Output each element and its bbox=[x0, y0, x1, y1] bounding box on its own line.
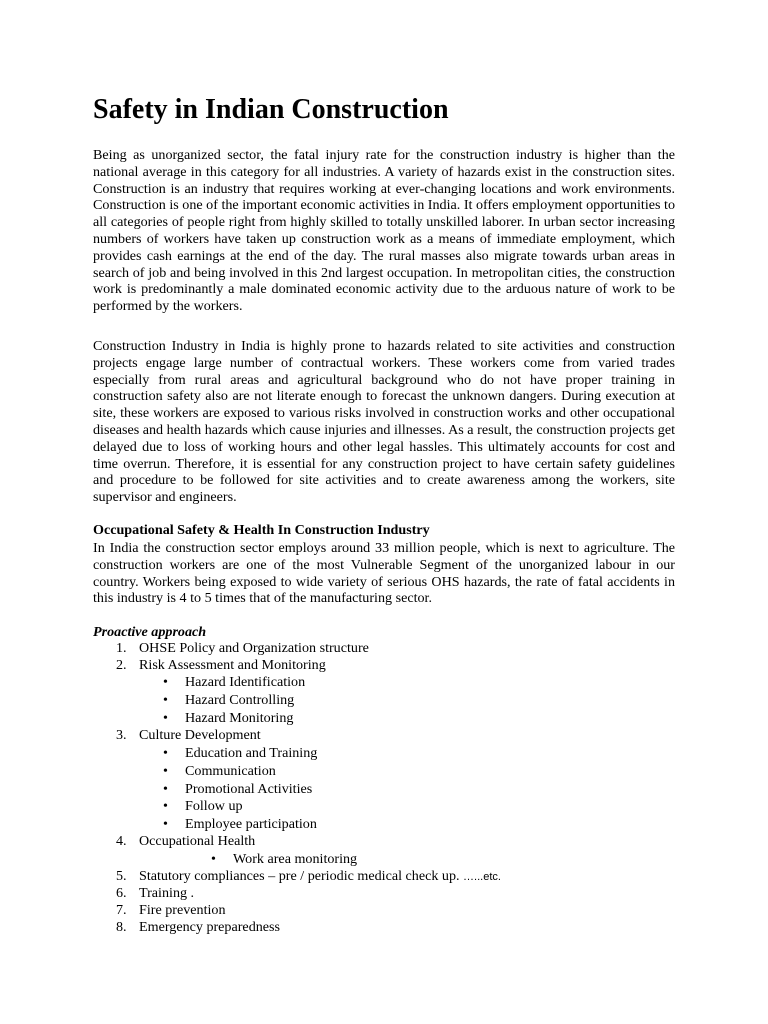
list-number: 2. bbox=[116, 657, 127, 673]
list-text: Risk Assessment and Monitoring bbox=[139, 657, 326, 673]
bullet-text: Hazard Monitoring bbox=[185, 710, 294, 726]
list-number: 1. bbox=[116, 640, 127, 656]
bullet-icon: • bbox=[163, 693, 168, 708]
bullet-text: Employee participation bbox=[185, 816, 317, 832]
list-text: Training . bbox=[139, 885, 195, 901]
bullet-icon: • bbox=[163, 675, 168, 690]
list-text: Culture Development bbox=[139, 727, 261, 743]
list-number: 7. bbox=[116, 902, 127, 918]
bullet-text: Communication bbox=[185, 763, 276, 779]
bullet-text: Hazard Identification bbox=[185, 674, 306, 690]
section-heading: Occupational Safety & Health In Construction Industry bbox=[93, 522, 430, 538]
bullet-text: Work area monitoring bbox=[233, 851, 358, 867]
list-text bbox=[139, 868, 501, 886]
hazards-paragraph: Construction Industry in India is highly prone to hazards related to site activities and construction projects engage large number of contractual workers. These workers come from varied trades especially from rural areas and agricultural background who do not have proper training in construction safety also are not literate enough to forecast the unknown dangers. During execution at site, these workers are exposed to various risks involved in construction works and other occupational diseases and health hazards which cause injuries and illnesses. As a result, the construction projects get delayed due to loss of working hours and other legal hassles. This ultimately accounts for cost and time overrun. Therefore, it is essential for any construction project to have certain safety guidelines and procedure to be followed for site activities and to create awareness among the workers, site supervisor and engineers. bbox=[93, 338, 675, 506]
bullet-icon: • bbox=[163, 711, 168, 726]
list-number: 6. bbox=[116, 885, 127, 901]
bullet-icon: • bbox=[163, 782, 168, 797]
bullet-icon: • bbox=[163, 817, 168, 832]
list-text: Fire prevention bbox=[139, 902, 226, 918]
list-text: OHSE Policy and Organization structure bbox=[139, 640, 369, 656]
bullet-icon: • bbox=[163, 764, 168, 779]
list-text-suffix: …...etc. bbox=[463, 871, 501, 883]
proactive-heading: Proactive approach bbox=[93, 624, 207, 640]
list-number: 8. bbox=[116, 919, 127, 935]
list-text-main: Statutory compliances – pre / periodic medical check up. bbox=[139, 868, 464, 884]
bullet-icon: • bbox=[211, 852, 216, 867]
bullet-text: Hazard Controlling bbox=[185, 692, 295, 708]
ohs-paragraph: In India the construction sector employs around 33 million people, which is next to agriculture. The construction workers are one of the most Vulnerable Segment of the unorganized labour in our country. Workers being exposed to wide variety of serious OHS hazards, the rate of fatal accidents in this industry is 4 to 5 times that of the manufacturing sector. bbox=[93, 540, 675, 607]
list-text: Occupational Health bbox=[139, 833, 256, 849]
list-text: Emergency preparedness bbox=[139, 919, 281, 935]
bullet-text: Promotional Activities bbox=[185, 781, 313, 797]
list-number: 5. bbox=[116, 868, 127, 884]
list-number: 4. bbox=[116, 833, 127, 849]
list-number: 3. bbox=[116, 727, 127, 743]
bullet-icon: • bbox=[163, 799, 168, 814]
bullet-text: Follow up bbox=[185, 798, 243, 814]
bullet-text: Education and Training bbox=[185, 745, 318, 761]
bullet-icon: • bbox=[163, 746, 168, 761]
page-title: Safety in Indian Construction bbox=[93, 94, 449, 125]
intro-paragraph: Being as unorganized sector, the fatal injury rate for the construction industry is higher than the national average in this category for all industries. A variety of hazards exist in the construction sites. Construction is an industry that requires working at ever-changing locations and work environments. Construction is one of the important economic activities in India. It offers employment opportunities to all categories of people right from highly skilled to totally unskilled laborer. In urban sector increasing numbers of workers have taken up construction work as a means of immediate employment, which provides cash earnings at the end of the day. The rural masses also migrate towards urban areas in search of job and being involved in this 2nd largest occupation. In metropolitan cities, the construction work is predominantly a male dominated economic activity due to the arduous nature of work to be performed by the workers. bbox=[93, 147, 675, 315]
